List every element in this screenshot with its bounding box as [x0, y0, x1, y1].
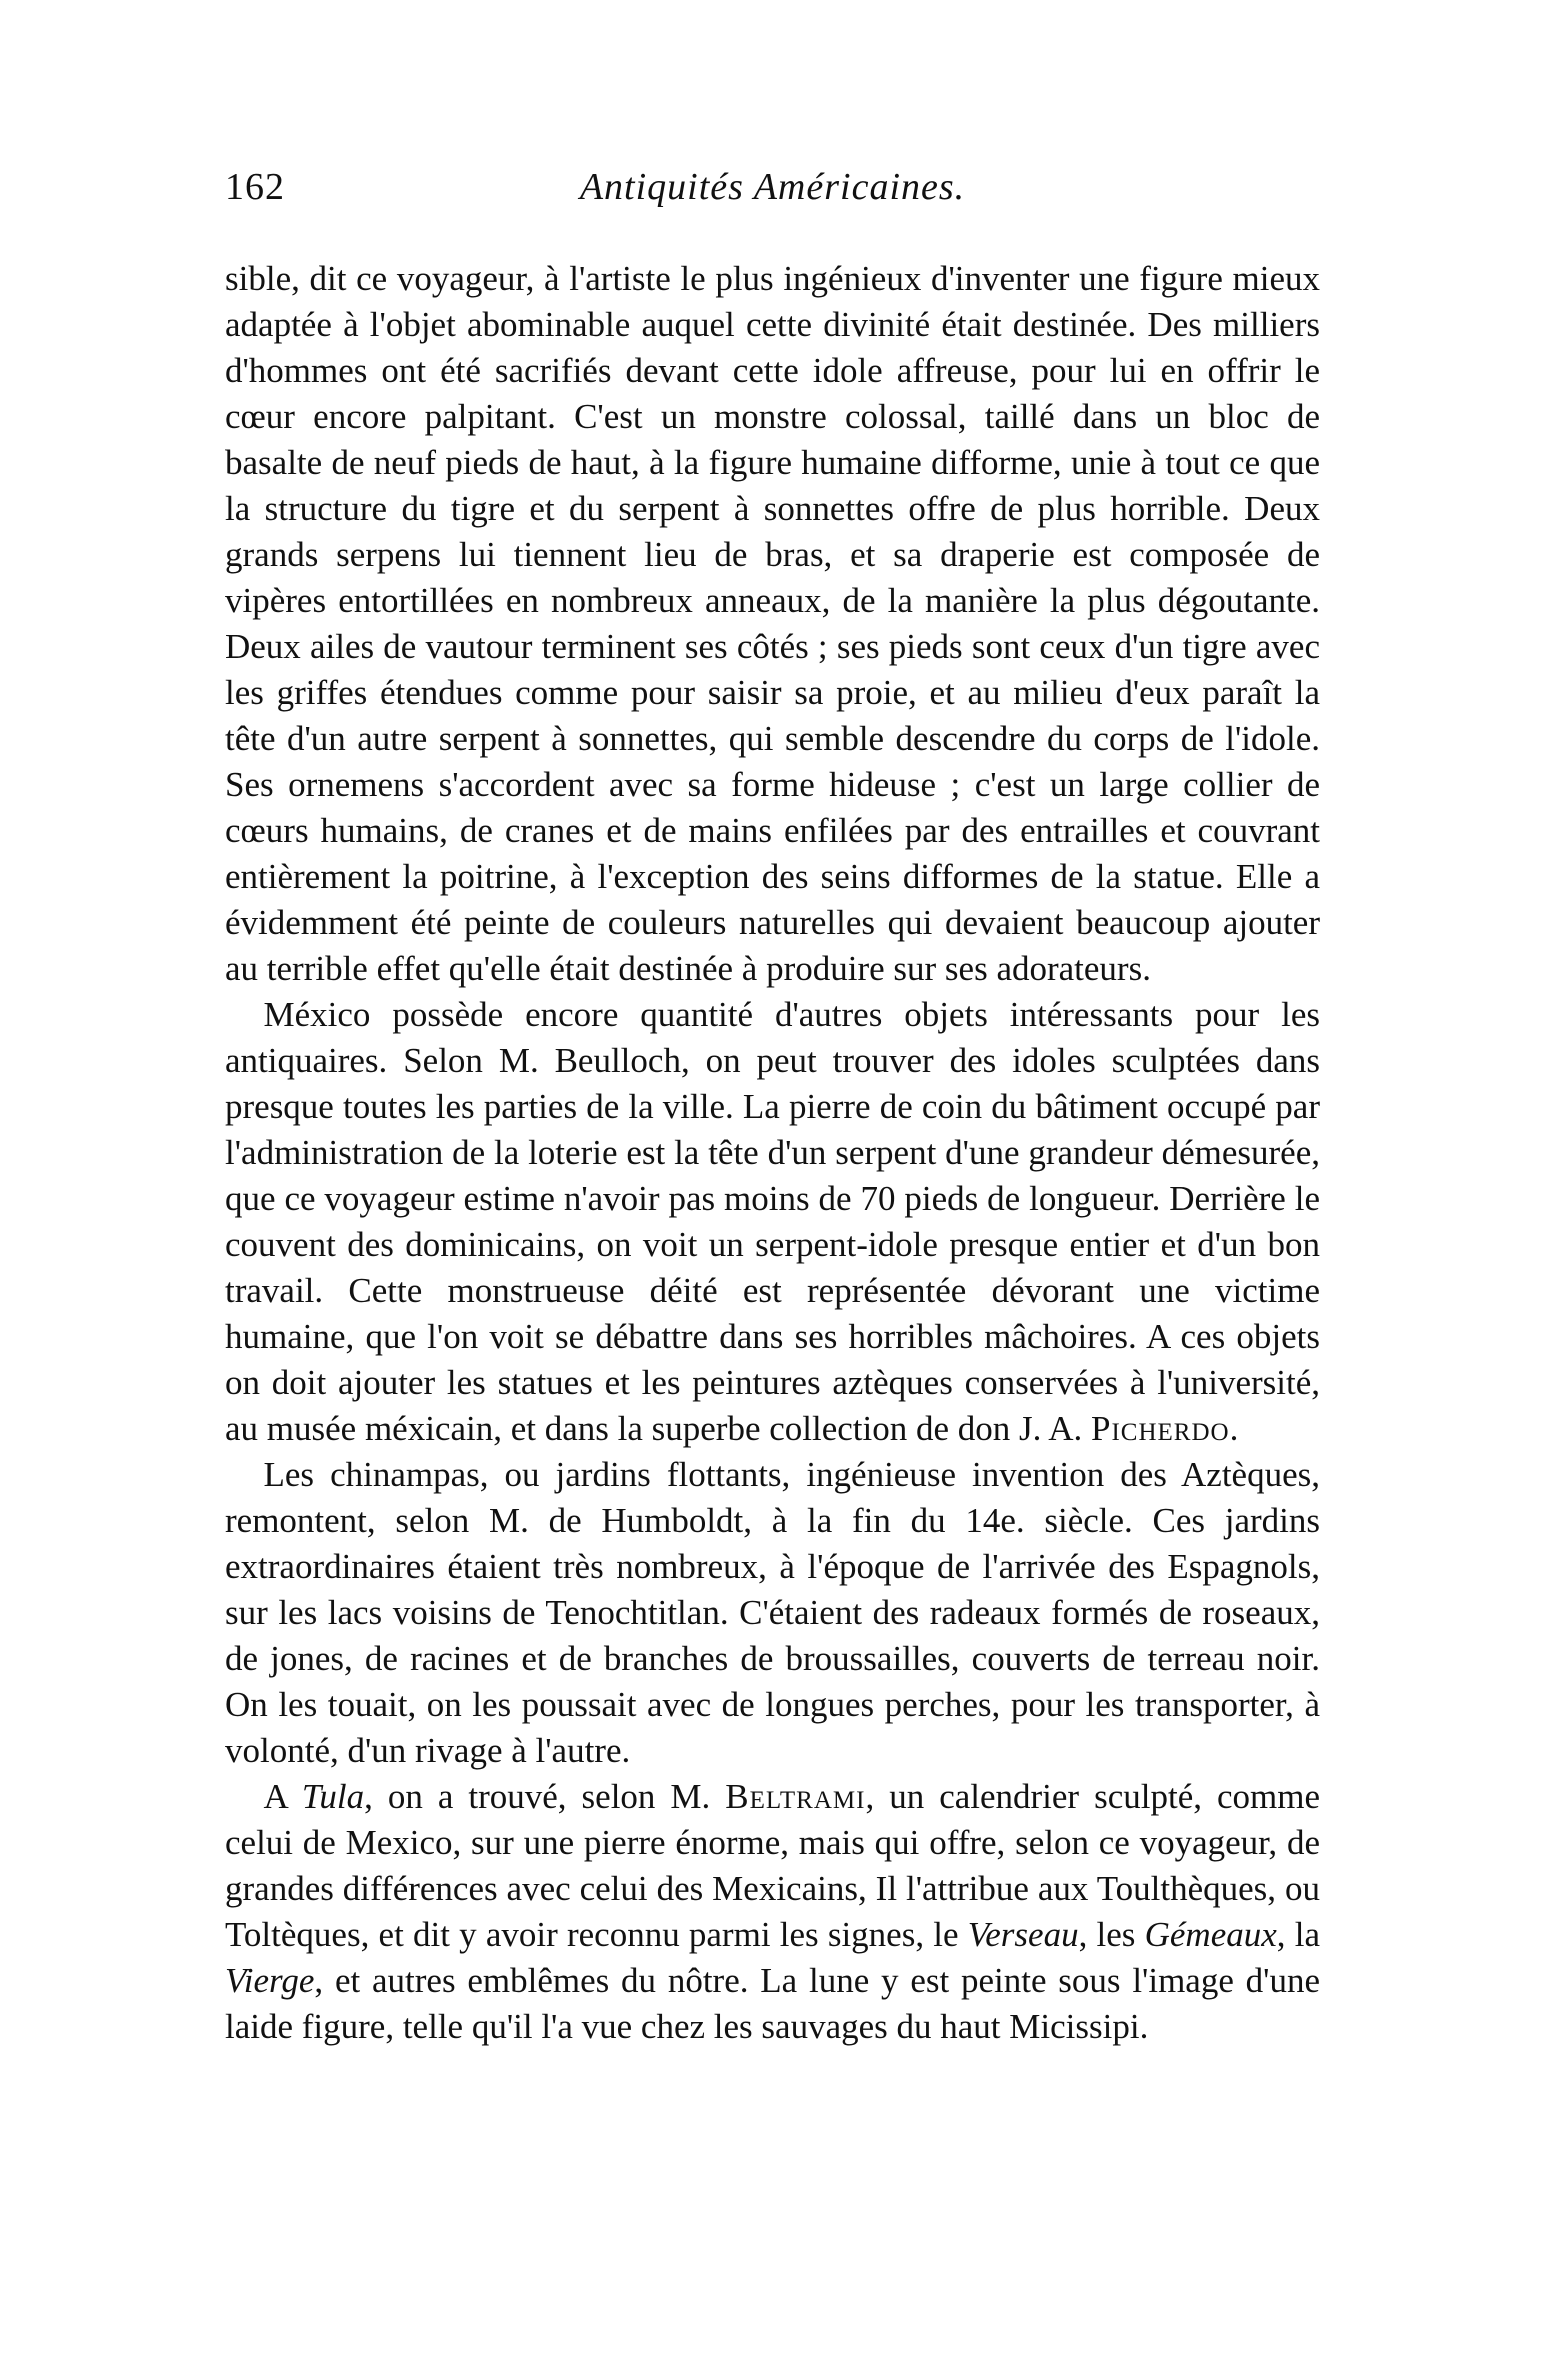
body-text — [225, 256, 1320, 2050]
paragraph-2-segment: . — [1229, 1409, 1239, 1448]
paragraph-4 — [225, 1774, 1320, 2050]
paragraph-4-segment: , et autres emblêmes du nôtre. La lune y est peinte sous l'image d'une laide figure, telle qu'il l'a vue chez les sauvages du haut Micissipi. — [225, 1961, 1320, 2046]
paragraph-4-segment: Tula — [301, 1777, 365, 1816]
paragraph-4-segment: A — [263, 1777, 302, 1816]
book-page — [225, 168, 1320, 2050]
running-title: Antiquités Américaines. — [579, 166, 966, 208]
paragraph-2-segment: México possède encore quantité d'autres objets intéressants pour les antiquaires. Selon M. Beulloch, on peut trouver des idoles sculptées dans presque toutes les parties de la ville. La pierre de coin du bâtiment occupé par l'administration de la loterie est la tête d'un serpent d'une grandeur démesurée, que ce voyageur estime n'avoir pas moins de 70 pieds de longueur. Derrière le couvent des dominicains, on voit un serpent-idole presque entier et d'un bon travail. Cette monstrueuse déité est représentée dévorant une victime humaine, que l'on voit se débattre dans ses horribles mâchoires. A ces objets on doit ajouter les statues et les peintures aztèques conservées à l'université, au musée méxicain, et dans la superbe collection de don J. A. — [225, 995, 1320, 1448]
paragraph-2 — [225, 992, 1320, 1452]
page-number: 162 — [225, 166, 285, 208]
page-header — [225, 168, 1320, 228]
paragraph-4-segment: , un calendrier sculpté, comme celui de Mexico, sur une pierre énorme, mais qui offre, selon ce voyageur, de grandes différences avec celui des Mexicains, Il l'attribue aux Toulthèques, ou Toltèques, et dit y avoir reconnu parmi les signes, le — [225, 1777, 1320, 1954]
paragraph-1-segment: sible, dit ce voyageur, à l'artiste le plus ingénieux d'inventer une figure mieux adaptée à l'objet abominable auquel cette divinité était destinée. Des milliers d'hommes ont été sacrifiés devant cette idole affreuse, pour lui en offrir le cœur encore palpitant. C'est un monstre colossal, taillé dans un bloc de basalte de neuf pieds de haut, à la figure humaine difforme, unie à tout ce que la structure du tigre et du serpent à sonnettes offre de plus horrible. Deux grands serpens lui tiennent lieu de bras, et sa draperie est composée de vipères entortillées en nombreux anneaux, de la manière la plus dégoutante. Deux ailes de vautour terminent ses côtés ; ses pieds sont ceux d'un tigre avec les griffes étendues comme pour saisir sa proie, et au milieu d'eux paraît la tête d'un autre serpent à sonnettes, qui semble descendre du corps de l'idole. Ses ornemens s'accordent avec sa forme hideuse ; c'est un large collier de cœurs humains, de cranes et de mains enfilées par des entrailles et couvrant entièrement la poitrine, à l'exception des seins difformes de la statue. Elle a évidemment été peinte de couleurs naturelles qui devaient beaucoup ajouter au terrible effet qu'elle était destinée à produire sur ses adorateurs. — [225, 259, 1320, 988]
paragraph-2-segment: Picherdo — [1091, 1409, 1230, 1448]
paragraph-4-segment: Vierge — [225, 1961, 315, 2000]
paragraph-3-segment: Les chinampas, ou jardins flottants, ingénieuse invention des Aztèques, remontent, selon M. de Humboldt, à la fin du 14e. siècle. Ces jardins extraordinaires étaient très nombreux, à l'époque de l'arrivée des Espagnols, sur les lacs voisins de Tenochtitlan. C'étaient des radeaux formés de roseaux, de jones, de racines et de branches de broussailles, couverts de terreau noir. On les touait, on les poussait avec de longues perches, pour les transporter, à volonté, d'un rivage à l'autre. — [225, 1455, 1320, 1770]
paragraph-4-segment: Verseau — [967, 1915, 1079, 1954]
paragraph-3 — [225, 1452, 1320, 1774]
paragraph-1 — [225, 256, 1320, 992]
paragraph-4-segment: , la — [1276, 1915, 1320, 1954]
paragraph-4-segment: Beltrami — [725, 1777, 866, 1816]
paragraph-4-segment: , on a trouvé, selon M. — [364, 1777, 726, 1816]
paragraph-4-segment: Gémeaux — [1144, 1915, 1277, 1954]
paragraph-4-segment: , les — [1078, 1915, 1145, 1954]
